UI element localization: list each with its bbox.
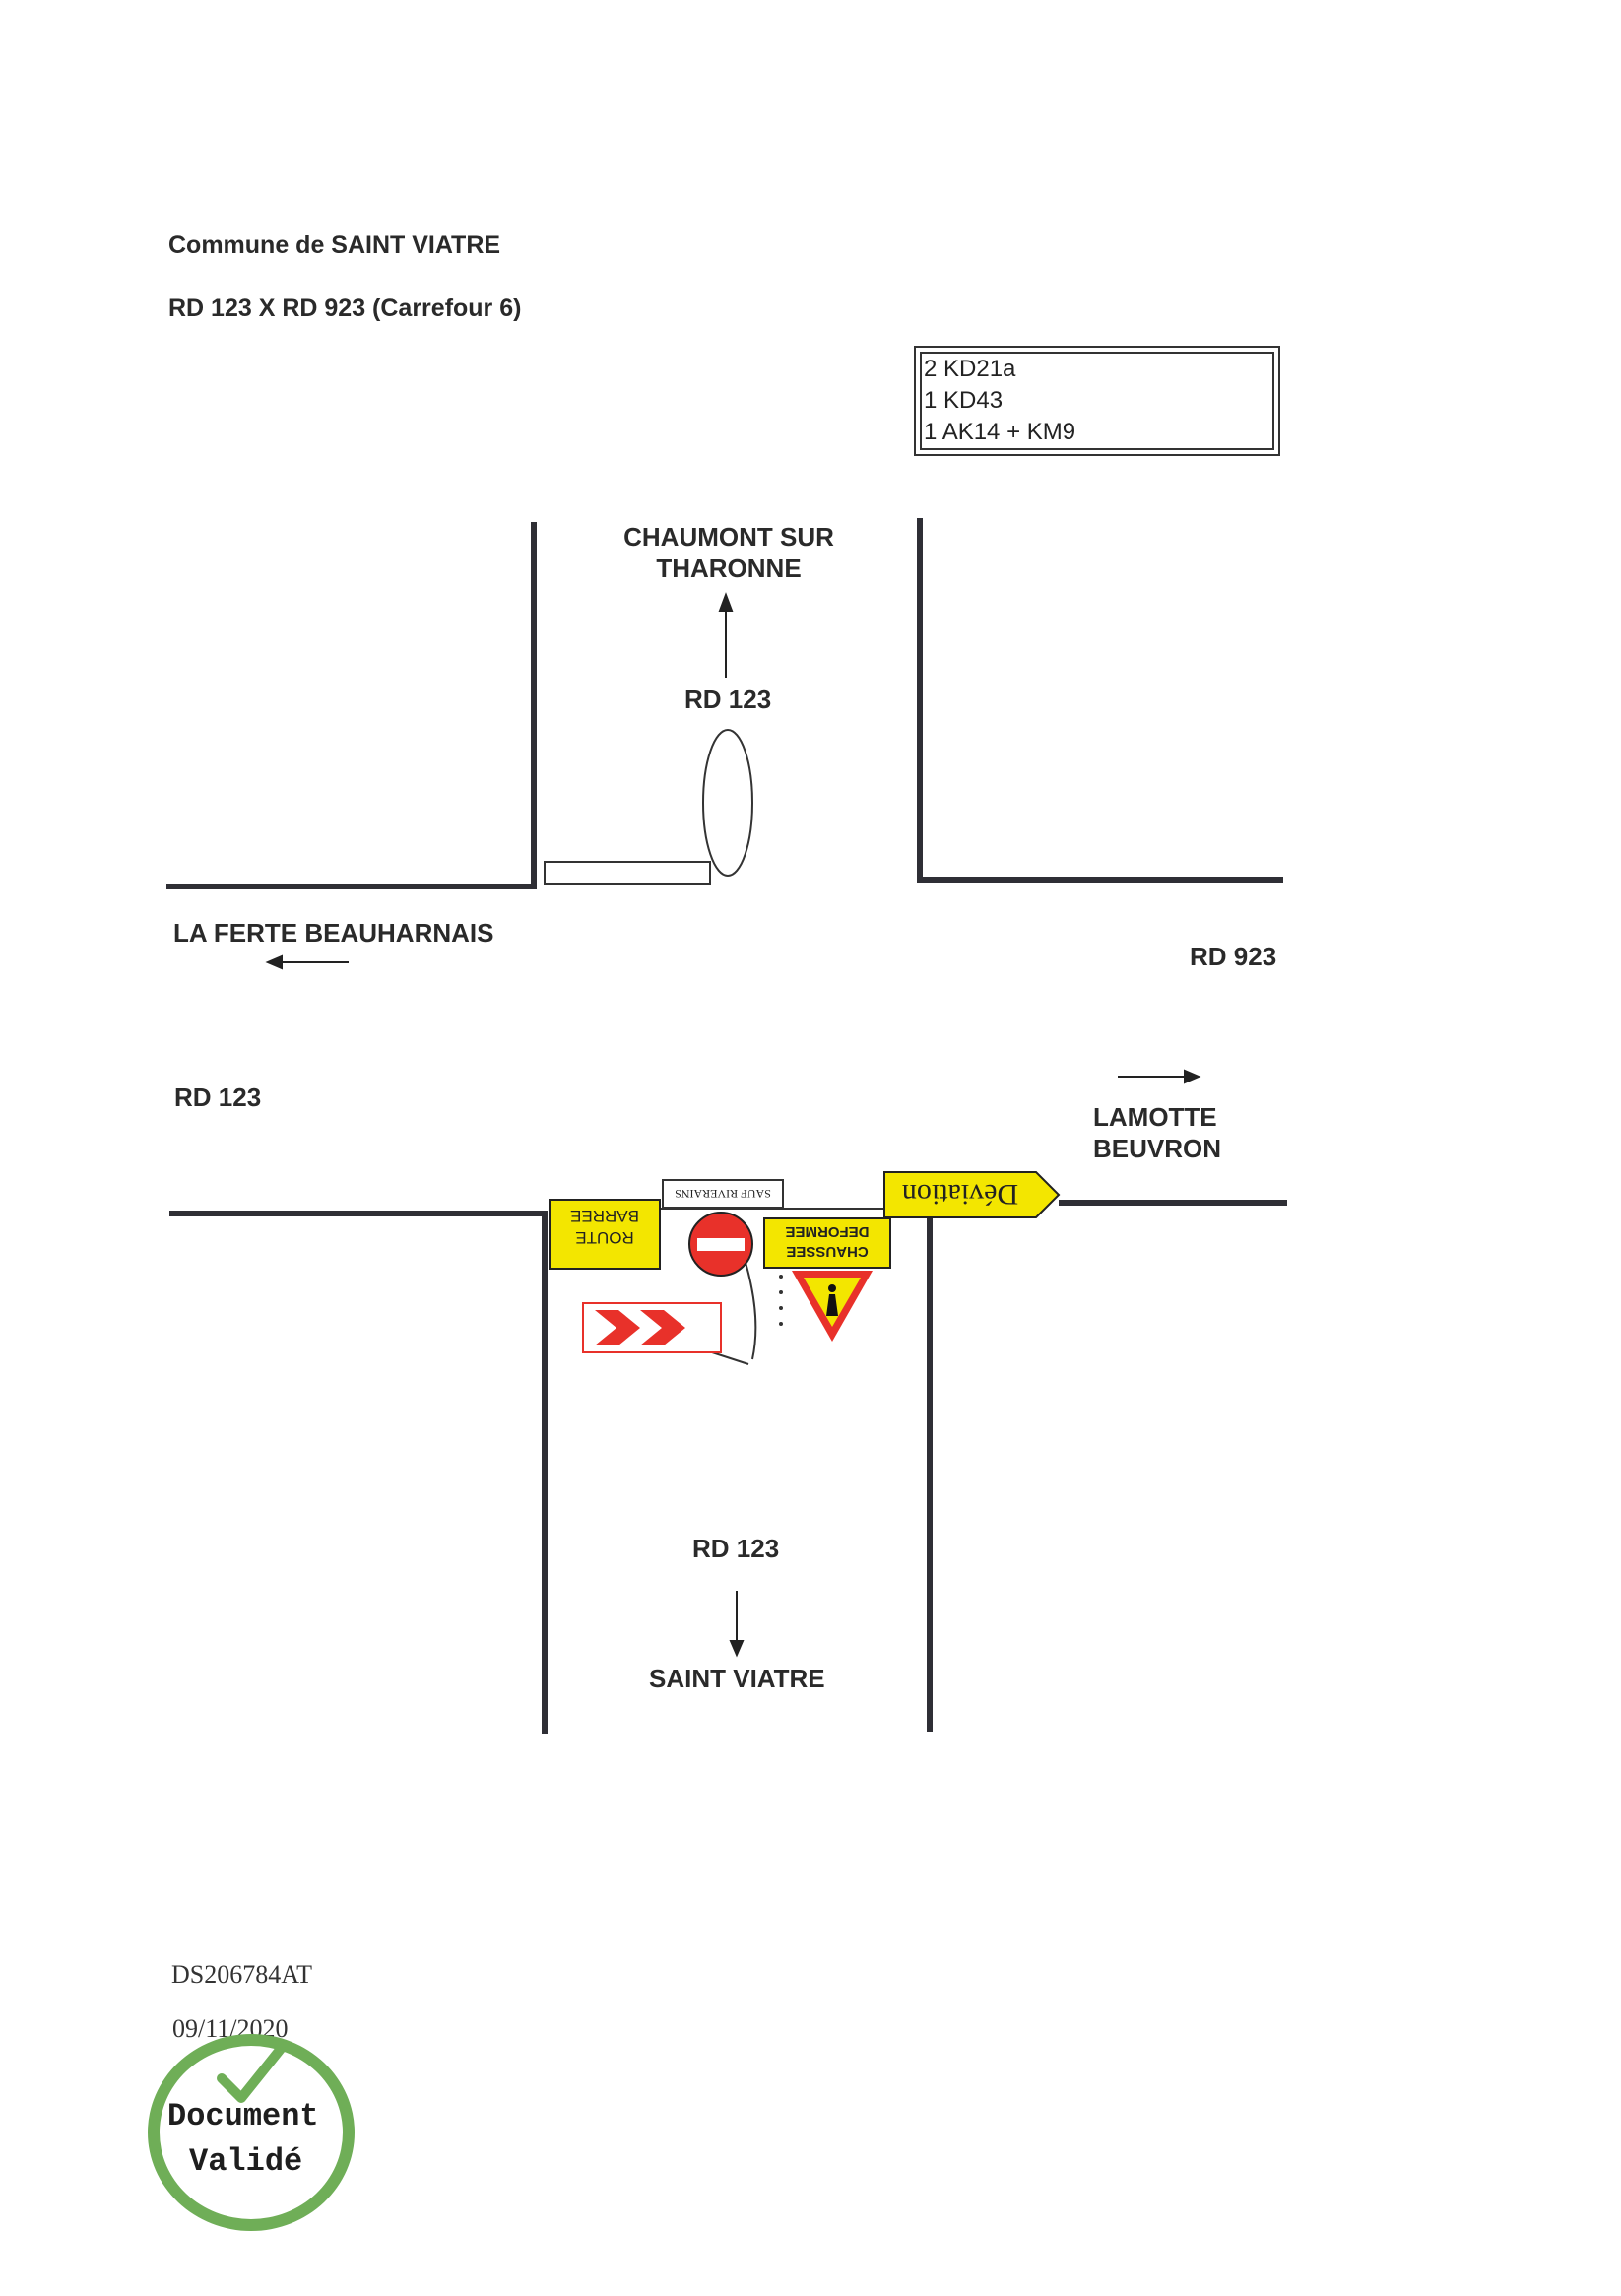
stamp-line2: Validé [189, 2143, 303, 2180]
east-dest-line1: LAMOTTE [1093, 1102, 1217, 1132]
legend-item: 2 KD21a [924, 356, 1016, 382]
document-date: 09/11/2020 [172, 2014, 289, 2043]
north-road-label: RD 123 [684, 685, 772, 714]
north-dest-line2: THARONNE [656, 554, 802, 583]
commune-title: Commune de SAINT VIATRE [168, 231, 501, 259]
roadworks-triangle-sign [792, 1271, 873, 1342]
route-barree-text [550, 1205, 660, 1248]
chaussee-line2: DEFORMEE [785, 1223, 870, 1240]
legend-item: 1 AK14 + KM9 [924, 419, 1076, 445]
south-destination-label: SAINT VIATRE [649, 1664, 825, 1693]
arrow-east [1185, 1071, 1199, 1082]
west-destination-label: LA FERTE BEAUHARNAIS [173, 918, 494, 948]
east-road-label: RD 923 [1190, 942, 1277, 971]
route-barree-line1: ROUTE [575, 1228, 634, 1247]
deviation-sign-text: Déviation [901, 1178, 1019, 1211]
legend-item: 1 KD43 [924, 387, 1004, 414]
south-road-label: RD 123 [692, 1534, 780, 1563]
barrier-north [545, 862, 710, 884]
arrow-south [731, 1641, 743, 1655]
arrow-west [268, 956, 282, 968]
chevron-sign [583, 1303, 721, 1352]
chaussee-text [764, 1221, 890, 1261]
west-road-label: RD 123 [174, 1082, 262, 1112]
work-zone-north [703, 730, 752, 876]
chaussee-line1: CHAUSSEE [786, 1243, 869, 1260]
north-dest-line1: CHAUMONT SUR [623, 522, 834, 552]
east-dest-line2: BEUVRON [1093, 1134, 1222, 1163]
arrow-north [720, 595, 732, 611]
stamp-line1: Document [167, 2098, 319, 2134]
sauf-riverains-text: SAUF RIVERAINS [675, 1187, 771, 1201]
cone-dots [779, 1275, 783, 1326]
east-destination-label [1093, 1101, 1221, 1164]
document-reference: DS206784AT [171, 1960, 313, 1989]
route-barree-line2: BARREE [570, 1207, 639, 1225]
route-title: RD 123 X RD 923 (Carrefour 6) [168, 295, 522, 322]
north-destination-label [591, 521, 867, 584]
